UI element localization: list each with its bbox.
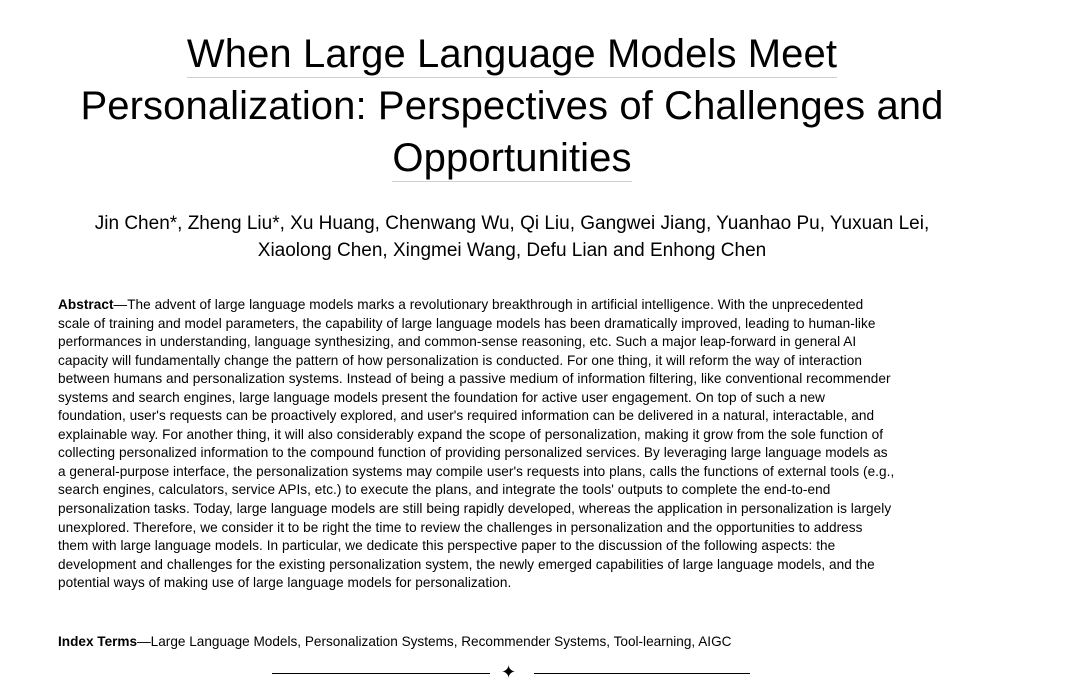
abstract-line-1: Abstract—The advent of large language models marks a revolutionary breakthrough in artificial intelligence. With the unprecedented [58, 297, 864, 312]
title-line-1: When Large Language Models Meet [186, 32, 838, 76]
abstract-line-16: potential ways of making use of large language models for personalization. [58, 575, 512, 591]
abstract-label: Abstract [58, 297, 114, 312]
paper-title [0, 28, 1024, 184]
abstract-line-9: collecting personalized information to the compound function of providing personalized services. By leveraging large language models as [58, 445, 888, 461]
star-icon: ✦ [501, 662, 517, 683]
abstract-line-2: scale of training and model parameters, the capability of large language models has been dramatically improved, leading to human-like [58, 315, 876, 331]
abstract-line-13: unexplored. Therefore, we consider it to be right the time to review the challenges in personalization and the opportunities to address [58, 519, 863, 535]
index-terms-label: Index Terms [58, 634, 138, 649]
abstract-line-7: foundation, user's requests can be proactively explored, and user's required information can be delivered in a natural, interactable, and [58, 408, 875, 424]
abstract-line-11: search engines, calculators, service APIs, etc.) to execute the plans, and integrate the tools' outputs to complete the end-to-end [58, 482, 831, 498]
divider-rule-right [534, 673, 750, 674]
abstract-line-15: development and challenges for the existing personalization system, the newly emerged capabilities of large language models, and the [58, 556, 875, 572]
abstract-line-6: systems and search engines, large language models present the foundation for active user engagement. On top of such a new [58, 389, 826, 405]
abstract [58, 296, 973, 593]
divider-rule-left [272, 673, 490, 674]
abstract-line-12: personalization tasks. Today, large language models are still being rapidly developed, whereas the application in personalization is largely [58, 501, 892, 517]
abstract-line-10: a general-purpose interface, the personalization systems may compile user's requests into plans, calls the functions of external tools (e.g., [58, 463, 895, 479]
index-terms-text: —Large Language Models, Personalization Systems, Recommender Systems, Tool-learning, AIGC [137, 634, 732, 649]
index-terms [58, 633, 973, 651]
author-line-2: Xiaolong Chen, Xingmei Wang, Defu Lian and Enhong Chen [257, 240, 767, 261]
abstract-line-5: between humans and personalization systems. Instead of being a passive medium of information filtering, like conventional recommender [58, 371, 891, 387]
author-list [0, 210, 1024, 264]
abstract-line-14: them with large language models. In particular, we dedicate this perspective paper to the discussion of the following aspects: the [58, 538, 836, 554]
author-line-1: Jin Chen*, Zheng Liu*, Xu Huang, Chenwang Wu, Qi Liu, Gangwei Jiang, Yuanhao Pu, Yuxuan Lei, [94, 213, 930, 234]
section-divider [272, 662, 750, 684]
abstract-line-4: capacity will fundamentally change the pattern of how personalization is conducted. For one thing, it will reform the way of interaction [58, 352, 862, 368]
abstract-line-8: explainable way. For another thing, it will also considerably expand the scope of personalization, making it grow from the sole function of [58, 426, 884, 442]
title-line-2: Personalization: Perspectives of Challenges and [80, 84, 944, 128]
abstract-line-3: performances in understanding, language synthesizing, and common-sense reasoning, etc. Such a major leap-forward in general AI [58, 334, 857, 350]
title-line-3: Opportunities [392, 136, 632, 180]
